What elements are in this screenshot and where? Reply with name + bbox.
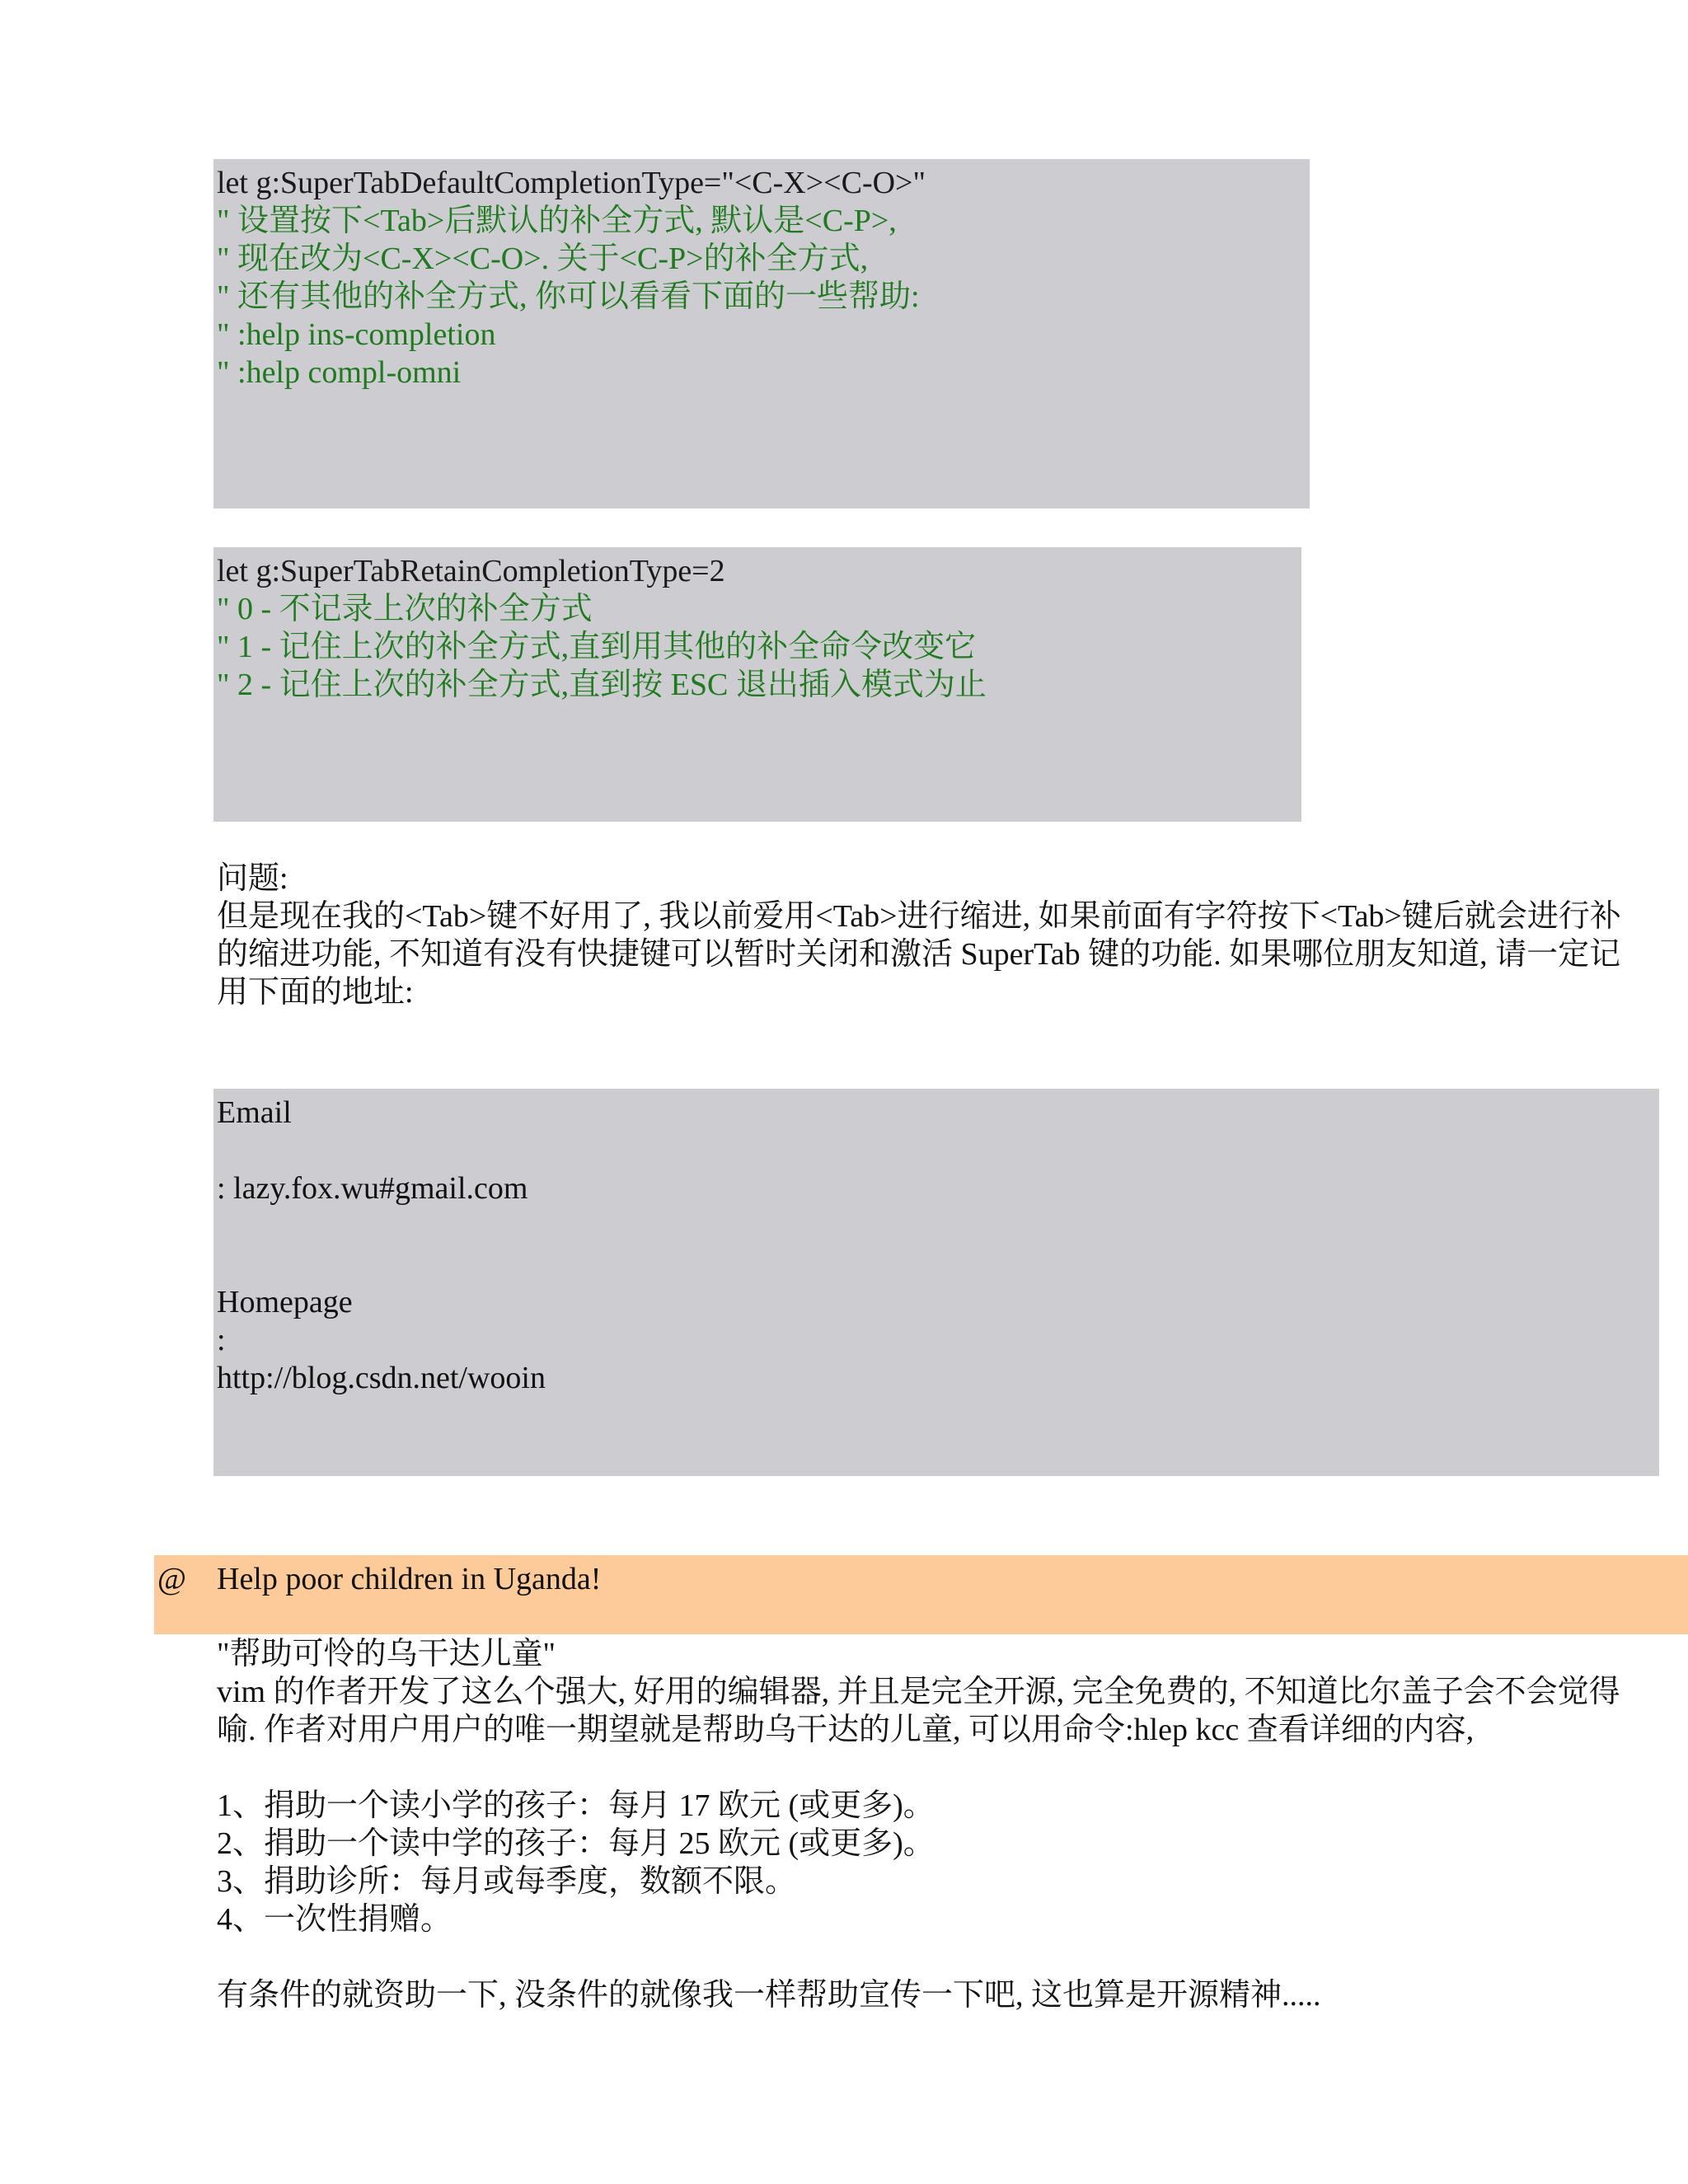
code-comment-line: " 设置按下<Tab>后默认的补全方式, 默认是<C-P>, [217, 204, 897, 238]
code-comment-line: " 现在改为<C-X><C-O>. 关于<C-P>的补全方式, [217, 241, 869, 276]
email-value[interactable]: : lazy.fox.wu#gmail.com [217, 1171, 528, 1206]
banner-title: Help poor children in Uganda! [217, 1562, 602, 1596]
email-label: Email [217, 1095, 292, 1130]
at-symbol-icon: @ [157, 1562, 186, 1596]
code-comment-line: " 1 - 记住上次的补全方式,直到用其他的补全命令改变它 [217, 630, 977, 664]
donation-list-item: 1、捐助一个读小学的孩子：每月 17 欧元 (或更多)。 [217, 1788, 935, 1823]
homepage-link[interactable]: http://blog.csdn.net/wooin [217, 1361, 546, 1395]
code-line: let g:SuperTabDefaultCompletionType="<C-X><C-O>" [217, 166, 926, 200]
donation-list-item: 3、捐助诊所：每月或每季度，数额不限。 [217, 1864, 797, 1899]
supertab-default-completion-code-block [213, 159, 1310, 509]
code-comment-line: " :help compl-omni [217, 355, 462, 390]
code-line: let g:SuperTabRetainCompletionType=2 [217, 554, 725, 588]
donation-list-item: 2、捐助一个读中学的孩子：每月 25 欧元 (或更多)。 [217, 1826, 935, 1861]
code-comment-line: " 还有其他的补全方式, 你可以看看下面的一些帮助: [217, 279, 920, 314]
question-heading: 问题: [217, 861, 288, 896]
code-comment-line: " 0 - 不记录上次的补全方式 [217, 592, 593, 626]
uganda-closing-line: 有条件的就资助一下, 没条件的就像我一样帮助宣传一下吧, 这也算是开源精神..... [217, 1978, 1321, 2013]
contact-info-box [213, 1089, 1659, 1476]
supertab-retain-completion-code-block [213, 547, 1301, 822]
homepage-label: Homepage [217, 1285, 353, 1319]
question-section [217, 860, 1621, 1011]
question-paragraph-line: 的缩进功能, 不知道有没有快捷键可以暂时关闭和激活 SuperTab 键的功能. 如果哪位朋友知道, 请一定记 [217, 937, 1621, 972]
uganda-section [217, 1635, 1620, 2014]
uganda-intro-line: vim 的作者开发了这么个强大, 好用的编辑器, 并且是完全开源, 完全免费的, 不知道比尔盖子会不会觉得 [217, 1675, 1620, 1709]
homepage-colon: : [217, 1323, 226, 1357]
question-paragraph-line: 用下面的地址: [217, 975, 414, 1010]
donation-list-item: 4、一次性捐赠。 [217, 1902, 452, 1937]
uganda-quote: "帮助可怜的乌干达儿童" [217, 1637, 556, 1671]
question-paragraph-line: 但是现在我的<Tab>键不好用了, 我以前爱用<Tab>进行缩进, 如果前面有字符按下<Tab>键后就会进行补 [217, 899, 1621, 934]
uganda-intro-line: 喻. 作者对用户用户的唯一期望就是帮助乌干达的儿童, 可以用命令:hlep kcc 查看详细的内容, [217, 1713, 1475, 1747]
code-comment-line: " :help ins-completion [217, 317, 496, 352]
uganda-banner [154, 1555, 1688, 1634]
code-comment-line: " 2 - 记住上次的补全方式,直到按 ESC 退出插入模式为止 [217, 668, 987, 702]
